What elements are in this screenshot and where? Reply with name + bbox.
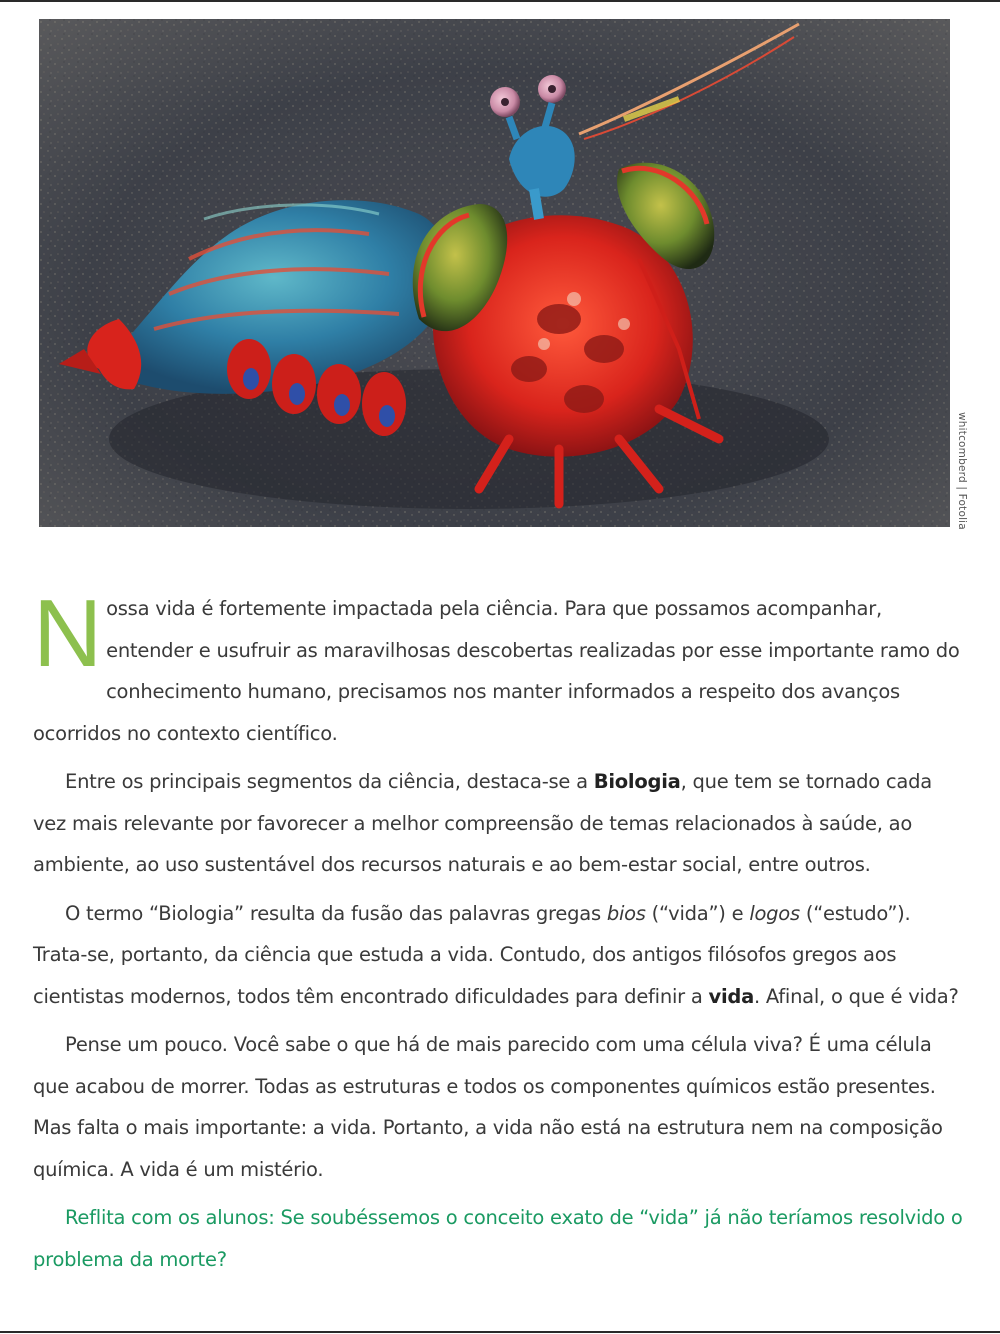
teacher-note-text: Reflita com os alunos: Se soubéssemos o conceito exato de “vida” já não teríamos resolvido o problema da morte?: [33, 1206, 963, 1271]
photo-credit: whitcomberd | Fotolia: [956, 412, 968, 530]
mantis-shrimp-photo: [39, 19, 950, 527]
paragraph-4: [33, 1024, 963, 1190]
bottom-rule: [0, 1331, 1000, 1333]
paragraph-3-text-b: (“vida”) e: [645, 901, 750, 925]
paragraph-3-text-a: O termo “Biologia” resulta da fusão das palavras gregas: [65, 901, 607, 925]
term-logos: logos: [749, 901, 800, 925]
term-biologia: Biologia: [593, 770, 681, 793]
article-body: [33, 580, 963, 1287]
paragraph-3-text-d: . Afinal, o que é vida?: [754, 984, 959, 1008]
paragraph-2: [33, 761, 963, 886]
paragraph-2-text-b: , que tem se tornado cada vez mais relevante por favorecer a melhor compreensão de temas relacionados à saúde, ao ambiente, ao uso sustentável dos recursos naturais e ao bem-estar social, entre outros.: [33, 770, 932, 876]
paragraph-2-text-a: Entre os principais segmentos da ciência, destaca-se a: [65, 770, 594, 793]
paragraph-3: [33, 893, 963, 1018]
paragraph-1-text: ossa vida é fortemente impactada pela ciência. Para que possamos acompanhar, entender e usufruir as maravilhosas descobertas realizadas por esse importante ramo do conhecimento humano, precisamos nos manter informados a respeito dos avanços ocorridos no contexto científico.: [33, 597, 960, 745]
teacher-note: [33, 1197, 963, 1280]
drop-cap: N: [33, 580, 103, 687]
paragraph-4-text: Pense um pouco. Você sabe o que há de mais parecido com uma célula viva? É uma célula que acabou de morrer. Todas as estruturas e todos os componentes químicos estão presentes. Mas falta o mais importante: a vida. Portanto, a vida não está na estrutura nem na composição química. A vida é um mistério.: [33, 1033, 943, 1181]
term-bios: bios: [606, 901, 646, 925]
paragraph-1: [33, 580, 963, 754]
top-rule: [0, 0, 1000, 2]
paragraph-3-text-c: (“estudo”). Trata-se, portanto, da ciência que estuda a vida. Contudo, dos antigos filósofos gregos aos cientistas modernos, todos têm encontrado dificuldades para definir a: [33, 901, 911, 1008]
term-vida: vida: [708, 984, 754, 1008]
